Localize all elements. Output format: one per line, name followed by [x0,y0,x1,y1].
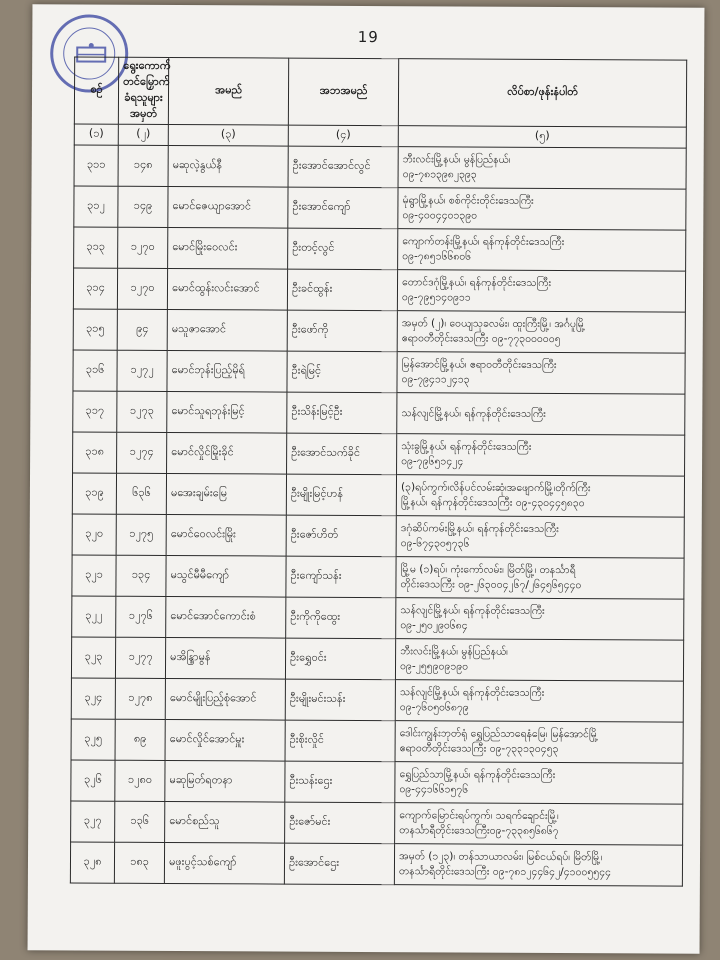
table-row [71,678,683,722]
name-cell: မောင်မြိုးဝေလင်း [168,227,288,269]
address-cell [398,229,686,272]
father-name-cell: ဦးအောင်ဌေး [284,843,394,885]
phone-line: ၀၉-၇၆၀၅၀၆၈၇၉ [399,701,469,714]
vote-number-cell: ၁၂၇၄ [117,432,167,473]
vote-number-cell: ၁၃၆ [115,801,165,842]
table-row [74,186,686,230]
column-number: (၂) [118,124,168,145]
serial-cell: ၃၁၅ [73,309,117,350]
father-name-cell: ဦးကိုကိုထွေး [286,597,396,639]
name-cell: မောင်လှိုင်အောင်မှူး [165,719,285,761]
table-row [73,268,685,312]
phone-line: မြို့နယ်၊ ရန်ကုန်တိုင်းဒေသကြီး ၀၉-၄၃၀၄၄၅၈၃၀ [400,496,585,510]
results-table [70,56,687,886]
address-cell [397,434,685,477]
serial-cell: ၃၂၅ [71,719,115,760]
table-row [70,842,682,886]
name-cell: မအေးချမ်းမြေ [166,473,286,515]
father-name-cell: ဦးဖော်ကို [287,310,397,352]
vote-number-cell: ၁၂၇၆ [116,596,166,637]
address-cell [396,516,684,559]
serial-cell: ၃၁၁ [74,145,118,186]
father-name-cell: ဦးရဲမြင့် [287,351,397,393]
serial-cell: ၃၁၈ [73,432,117,473]
serial-cell: ၃၂၁ [72,555,116,596]
address-line: ရွှေပြည်သာမြို့နယ်၊ ရန်ကုန်တိုင်းဒေသကြီး [399,768,556,781]
table-row [73,309,685,353]
vote-number-cell: ၁၂၈၀ [115,760,165,801]
address-line: ဘီးလင်းမြို့နယ်၊ မွန်ပြည်နယ်၊ [402,153,511,166]
address-line: မုံရွာမြို့နယ်၊ စစ်ကိုင်းတိုင်းဒေသကြီး [402,194,534,207]
father-name-cell: ဦးအောင်ကျော် [288,187,398,229]
vote-number-cell: ၁၂၇၅ [116,514,166,555]
serial-cell: ၃၂၃ [71,637,115,678]
vote-number-cell: ၆၃၆ [116,473,166,514]
phone-line: ၀၉-၇၈၅၁၆၆၈၀၆ [402,250,472,263]
header-serial: စဉ် [74,57,118,124]
address-cell [394,844,682,887]
table-row [74,145,686,189]
serial-cell: ၃၂၄ [71,678,115,719]
serial-cell: ၃၁၉ [72,473,116,514]
father-name-cell: ဦးအောင်သက်ခိုင် [287,433,397,475]
address-cell [397,311,685,354]
name-cell: မသွင်မီမီကျော် [166,555,286,597]
father-name-cell: ဦးဇော်မင်း [285,802,395,844]
table-row [72,555,684,599]
phone-line: ၀၉-၇၉၄၁၁၂၄၁၃ [401,373,470,386]
address-line: ဒဂုံဆိပ်ကမ်းမြို့နယ်၊ ရန်ကုန်တိုင်းဒေသကြီး [400,522,559,536]
father-name-cell: ဦးတင့်လွင် [288,228,398,270]
address-cell [397,270,685,313]
address-line: တောင်ဒဂုံမြို့နယ်၊ ရန်ကုန်တိုင်းဒေသကြီး [401,276,552,289]
father-name-cell: ဦးကျော်သန်း [286,556,396,598]
name-cell: မောင်သူရဘုန်းမြင့် [167,391,287,433]
header-name: အမည် [168,57,288,125]
phone-line: ၀၉-၄၀၀၄၄၀၁၃၉၀ [402,209,478,222]
name-cell: မောင်ဇေယျာအောင် [168,186,288,228]
serial-cell: ၃၂၀ [72,514,116,555]
document-page [28,4,705,954]
phone-line: ၀၉-၄၄၁၆၆၁၅၇၆ [399,783,469,796]
vote-number-cell: ၈၉ [115,719,165,760]
table-row [73,350,685,394]
name-cell: မအိန္ဒြာမွန် [165,637,285,679]
serial-cell: ၃၁၆ [73,350,117,391]
vote-number-cell: ၁၈၃ [114,842,164,883]
table-row [72,514,684,558]
father-name-cell: ဦးသိန်းမြင့်ဦး [287,392,397,434]
serial-cell: ၃၂၆ [71,760,115,801]
name-cell: မောင်ဝေလင်းမြိုး [166,514,286,556]
father-name-cell: ဦးဇော်ဟိတ် [286,515,396,557]
phone-line: ၀၉-၇၈၁၃၉၈၂၃၉၃ [402,168,477,181]
vote-number-cell: ၉၄ [117,309,167,350]
header-father-name: အဘအမည် [288,58,398,126]
address-cell [397,393,685,436]
name-cell: မောင်အောင်ကောင်းစံ [166,596,286,638]
address-line: အမှတ် (၁၂၃)၊ တန်သာယာလမ်း၊ မြစ်ငယ်ရပ်၊ မြိတ်မြို့၊ [398,850,603,864]
phone-line: ၀၉-၇၉၆၅၁၄၂၄ [401,455,464,468]
address-cell [396,475,684,518]
address-line: သန်လျင်မြို့နယ်၊ ရန်ကုန်တိုင်းဒေသကြီး [401,406,546,420]
father-name-cell: ဦးခင်ထွန်း [287,269,397,311]
name-cell: မောင်ဘုန်းပြည့်မိုရ် [167,350,287,392]
serial-cell: ၃၂၂ [72,596,116,637]
father-name-cell: ဦးစိုးလှိုင် [285,720,395,762]
address-line: ဒေါင်းကျွန်းဘုတ်ရုံ ရွှေပြည်သာရေနံမြေ၊ မြန်အောင်မြို့ [399,727,599,741]
serial-cell: ၃၁၇ [73,391,117,432]
phone-line: ၀၉-၆၇၄၃၀၅၇၃၆ [400,537,470,550]
table-row [71,719,683,763]
father-name-cell: ဦးအောင်အောင်လွင် [288,146,398,188]
name-cell: မဆုလဲ့နွယ်နီ [168,145,288,187]
address-cell [398,188,686,231]
phone-line: ၀၉-၇၉၅၁၄၀၉၁၁ [401,291,471,304]
vote-number-cell: ၁၂၇၀ [118,227,168,268]
name-cell: မောင်စည်သူ [165,801,285,843]
phone-line: တနင်္သာရီတိုင်းဒေသကြီး၀၉-၇၃၃၈၅၆၈၆၇ [399,824,559,838]
name-cell: မသူဇာအောင် [167,309,287,351]
vote-number-cell: ၁၂၇၇ [115,637,165,678]
table-row [71,801,683,845]
address-cell [396,598,684,641]
address-cell [397,352,685,395]
phone-line: တိုင်းဒေသကြီး ၀၉-၂၆၃၀၀၄၂၆၇/၂၆၄၅၆၅၄၄၀ [400,578,582,592]
table-row [71,760,683,804]
header-vote-number: ရွေးကောက်တင်မြှောက်ခံရသူများ အမှတ် [118,57,168,124]
name-cell: မောင်လှိုင်မြိုးခိုင် [167,432,287,474]
column-number: (၁) [74,124,118,145]
vote-number-cell: ၁၂၇၃ [117,391,167,432]
address-cell [395,803,683,846]
address-line: မြန်အောင်မြို့နယ်၊ ဧရာဝတီတိုင်းဒေသကြီး [401,358,557,371]
address-line: အမှတ် (၂)၊ ဝေယျသုခလမ်း၊ ထူးကြီးမြို့၊ အင်္ဂပူမြို့ [401,317,586,331]
address-line: ဘီးလင်းမြို့နယ်၊ မွန်ပြည်နယ်၊ [400,645,508,658]
phone-line: ဧရာဝတီတိုင်းဒေသကြီး ၀၉-၇၇၃၀၀၀၀၀၅ [401,332,561,346]
address-line: မြို့မ (၁)ရပ်၊ ကုံးကော်လမ်း၊ မြိတ်မြို့၊ တနင်္သာရီ [400,563,576,577]
father-name-cell: ဦးသန်းဌေး [285,761,395,803]
address-cell [395,639,683,682]
address-cell [395,680,683,723]
name-cell: မောင်ထွန်းလင်းအောင် [167,268,287,310]
table-row [71,637,683,681]
serial-cell: ၃၂၇ [71,801,115,842]
father-name-cell: ဦးမျိုးမြင့်ဟန် [286,474,396,516]
vote-number-cell: ၁၂၇၀ [117,268,167,309]
header-address: လိပ်စာ/ဖုန်းနံပါတ် [398,59,686,128]
address-line: သန်လျင်မြို့နယ်၊ ရန်ကုန်တိုင်းဒေသကြီး [400,604,545,617]
address-line: ကျောက်မြောင်းရပ်ကွက်၊ သရက်ချောင်းမြို့၊ [399,809,559,823]
name-cell: မဆုမြတ်ရတနာ [165,760,285,802]
serial-cell: ၃၁၃ [74,227,118,268]
table-body [70,145,686,886]
column-number: (၃) [168,124,288,146]
table-row [72,473,684,517]
column-number: (၅) [398,126,686,149]
name-cell: မောင်မျိုးပြည့်စုံအောင် [165,678,285,720]
phone-line: ၀၉-၂၅၀၂၉၀၆၈၄ [400,619,468,632]
table-row [73,391,685,435]
vote-number-cell: ၁၄၉ [118,186,168,227]
address-line: သန်လျင်မြို့နယ်၊ ရန်ကုန်တိုင်းဒေသကြီး [399,686,545,699]
serial-cell: ၃၁၂ [74,186,118,227]
address-cell [395,762,683,805]
serial-cell: ၃၂၈ [70,842,114,883]
address-cell [395,721,683,764]
name-cell: မဖူးပွင့်သစ်ကျော် [164,842,284,884]
table-header-row [74,57,686,127]
page-number: 19 [357,27,379,47]
table-row [72,596,684,640]
phone-line: ဧရာဝတီတိုင်းဒေသကြီး ၀၉-၇၃၃၁၃၀၄၅၃ [399,742,559,756]
address-line: သုံးခွမြို့နယ်၊ ရန်ကုန်တိုင်းဒေသကြီး [401,440,532,453]
address-cell [398,147,686,190]
father-name-cell: ဦးမျိုးမင်းသန်း [285,679,395,721]
address-line: (၃)ရပ်ကွက်၊လိန်ပင်လမ်းဆုံ၊အဖျောက်မြို့၊တိုက်ကြီး [400,481,591,495]
father-name-cell: ဦးရွှေဝင်း [285,638,395,680]
vote-number-cell: ၁၃၄ [116,555,166,596]
table-row [73,432,685,476]
table-row [74,227,686,271]
phone-line: တနင်္သာရီတိုင်းဒေသကြီး ၀၉-၇၈၁၂၄၄၆၄၂/၄၁၀၀၅၅၄၄ [398,865,611,879]
address-line: ကျောက်တန်းမြို့နယ်၊ ရန်ကုန်တိုင်းဒေသကြီး [402,235,565,249]
address-cell [396,557,684,600]
vote-number-cell: ၁၂၇၈ [115,678,165,719]
vote-number-cell: ၁၂၇၂ [117,350,167,391]
phone-line: ၀၉-၂၅၅၉၀၉၁၉၀ [399,660,469,673]
vote-number-cell: ၁၄၈ [118,145,168,186]
column-number: (၄) [288,125,398,147]
serial-cell: ၃၁၄ [73,268,117,309]
